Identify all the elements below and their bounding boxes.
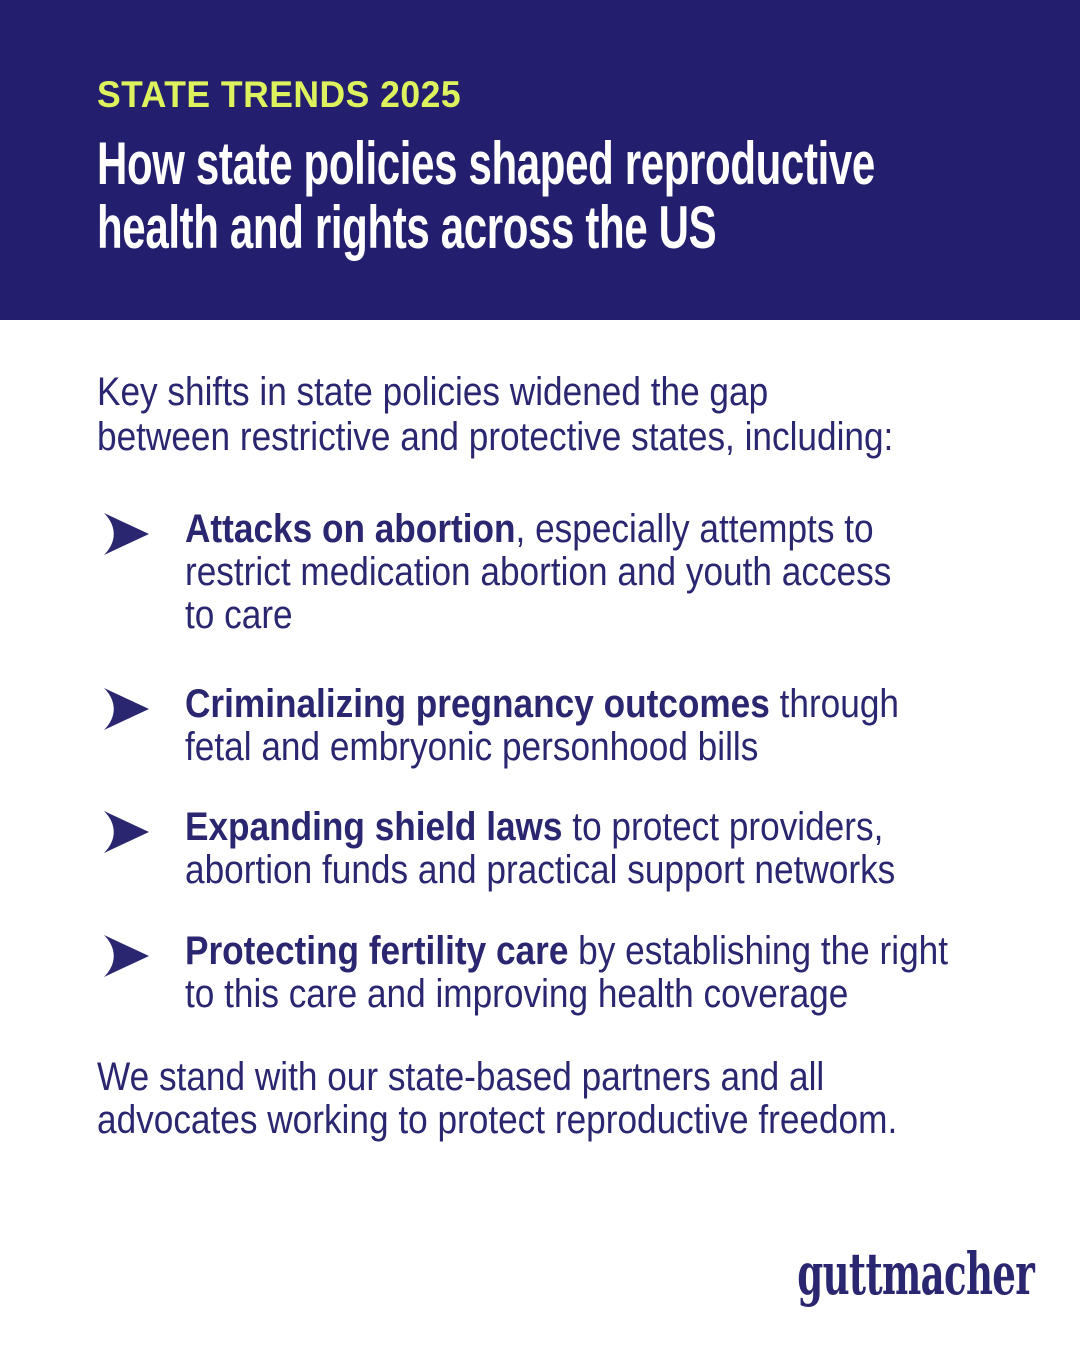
eyebrow-label: STATE TRENDS 2025	[97, 74, 462, 115]
bullet-lead: Attacks on abortion	[185, 507, 516, 551]
bullet-line	[185, 930, 949, 973]
bullet-line	[185, 683, 949, 726]
page-title-line: health and rights across the US	[97, 194, 717, 261]
bullet-text	[185, 806, 949, 892]
closing-paragraph	[97, 1056, 897, 1142]
bullet-line-rest: , especially attempts to	[515, 507, 874, 551]
intro-paragraph	[97, 370, 893, 460]
closing-line: advocates working to protect reproductive freedom.	[97, 1098, 898, 1142]
page-title-line: How state policies shaped reproductive	[97, 130, 875, 197]
closing-line: We stand with our state-based partners and all	[97, 1055, 825, 1099]
bullet-lead: Expanding shield laws	[185, 805, 563, 849]
bullet-line: restrict medication abortion and youth access	[185, 550, 892, 594]
bullet-lead: Protecting fertility care	[185, 929, 569, 973]
bullet-line: abortion funds and practical support networks	[185, 848, 896, 892]
arrow-icon	[103, 688, 149, 730]
guttmacher-logo: guttmacher	[797, 1240, 1034, 1308]
bullet-item-expanding-shield-laws	[103, 806, 1053, 892]
bullet-line	[185, 806, 949, 849]
page-title	[97, 132, 875, 260]
bullet-line-rest: through	[769, 682, 899, 726]
bullet-text	[185, 930, 949, 1016]
bullet-text	[185, 508, 949, 637]
intro-line: between restrictive and protective states, including:	[97, 415, 894, 459]
bullet-line-rest: by establishing the right	[568, 929, 949, 973]
bullet-item-protecting-fertility-care	[103, 930, 1053, 1016]
arrow-icon	[103, 935, 149, 977]
intro-line: Key shifts in state policies widened the gap	[97, 370, 769, 414]
bullet-line-rest: to protect providers,	[562, 805, 884, 849]
bullet-line: fetal and embryonic personhood bills	[185, 725, 759, 769]
header-banner	[0, 0, 1080, 320]
bullet-item-attacks-on-abortion	[103, 508, 1053, 637]
bullet-lead: Criminalizing pregnancy outcomes	[185, 682, 770, 726]
arrow-icon	[103, 513, 149, 555]
bullet-line: to this care and improving health coverage	[185, 972, 849, 1016]
bullet-line	[185, 508, 949, 551]
bullet-line: to care	[185, 593, 293, 637]
bullet-text	[185, 683, 949, 769]
arrow-icon	[103, 811, 149, 853]
bullet-item-criminalizing-pregnancy	[103, 683, 1053, 769]
